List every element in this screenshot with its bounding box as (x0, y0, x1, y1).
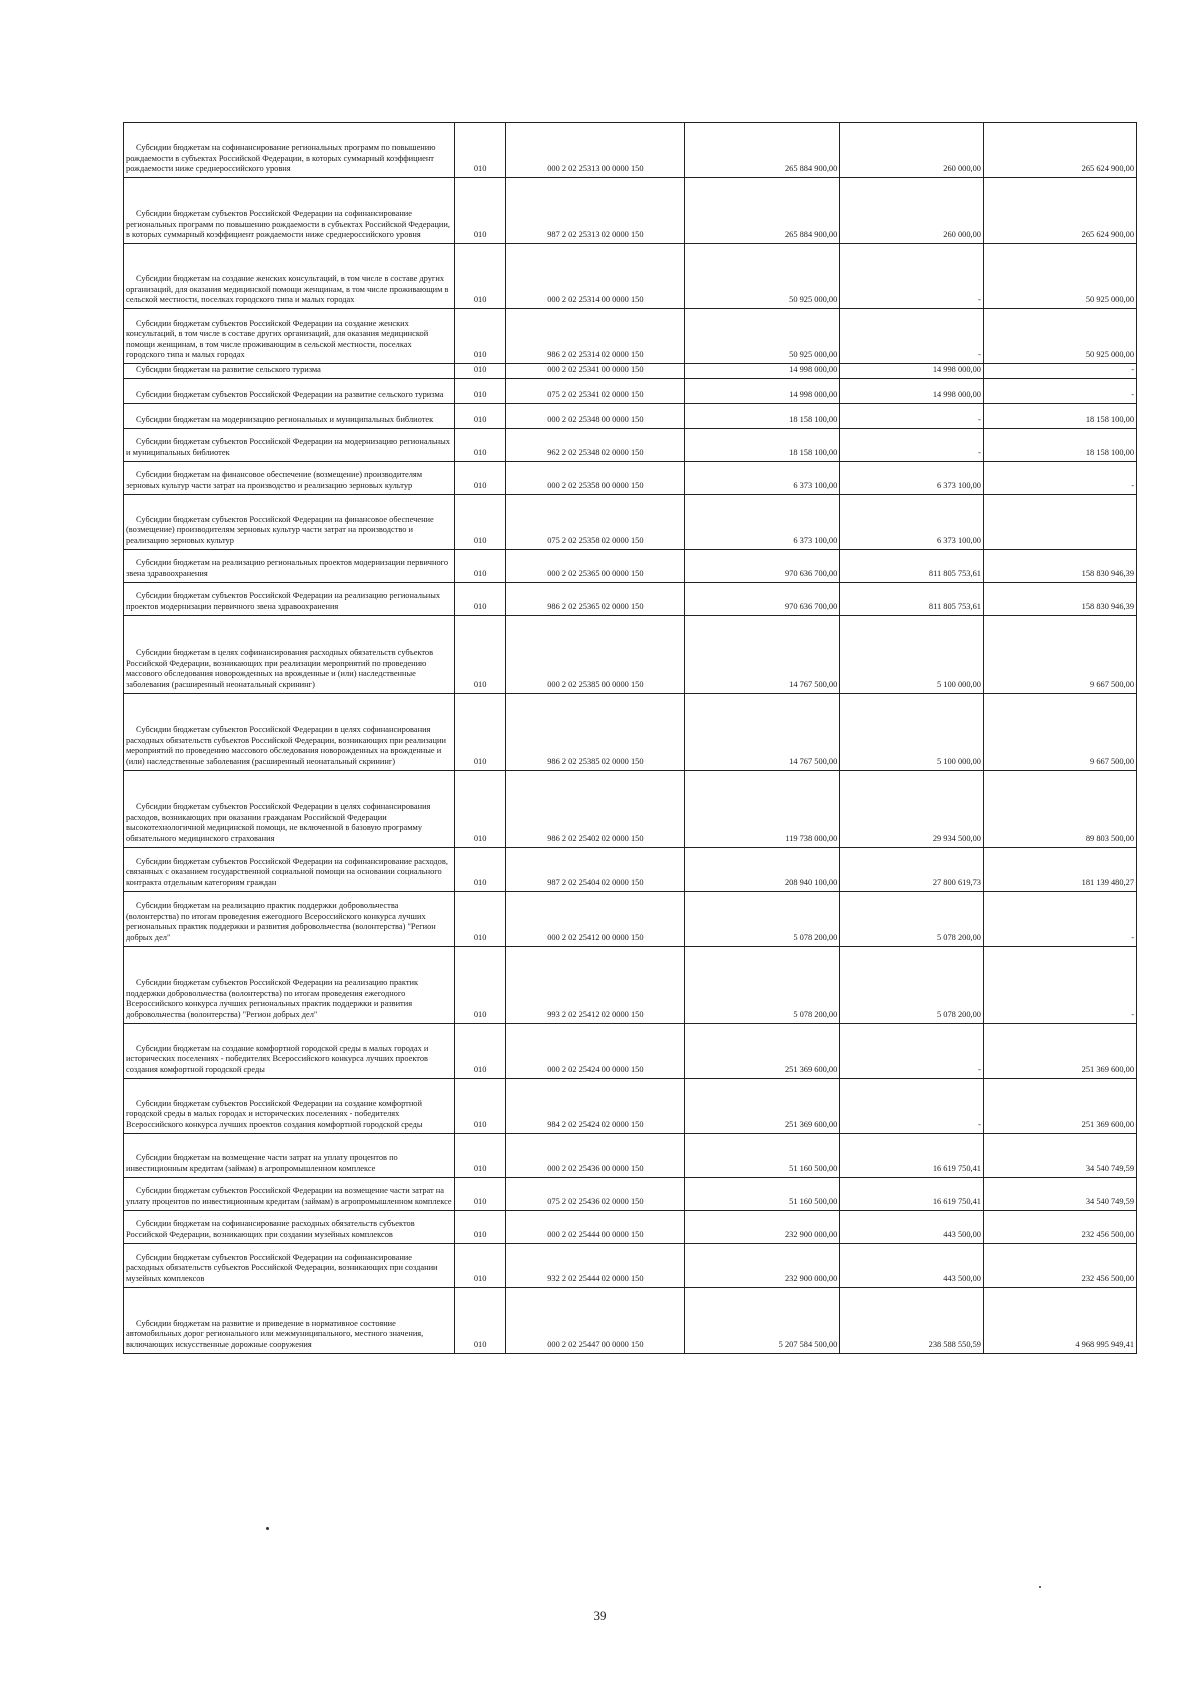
row-amount-cell: 5 207 584 500,00 (685, 1287, 840, 1353)
table-row (124, 1023, 1137, 1078)
row-classification-code-cell: 986 2 02 25314 02 0000 150 (506, 309, 685, 364)
row-name-cell: Субсидии бюджетам на развитие сельского туризма (124, 364, 455, 379)
row-remaining-cell: 158 830 946,39 (983, 582, 1136, 615)
row-executed-cell: 14 998 000,00 (840, 364, 984, 379)
row-amount-cell: 50 925 000,00 (685, 309, 840, 364)
row-name-cell: Субсидии бюджетам субъектов Российской Федерации на создание женских консультаций, в том числе в составе других организаций, для оказания медицинской помощи женщинам, в том числе проживающим в сельской местности, поселках городского типа и малых городах (124, 309, 455, 364)
row-remaining-cell: 34 540 749,59 (983, 1177, 1136, 1210)
row-remaining-cell: - (983, 891, 1136, 946)
row-classification-code-cell: 000 2 02 25365 00 0000 150 (506, 549, 685, 582)
row-classification-code-cell: 000 2 02 25358 00 0000 150 (506, 461, 685, 494)
row-remaining-cell: 50 925 000,00 (983, 309, 1136, 364)
row-amount-cell: 14 998 000,00 (685, 364, 840, 379)
row-code-cell: 010 (454, 1023, 506, 1078)
row-code-cell: 010 (454, 403, 506, 428)
table-row (124, 428, 1137, 461)
row-executed-cell: 811 805 753,61 (840, 549, 984, 582)
row-remaining-cell: 251 369 600,00 (983, 1078, 1136, 1133)
table-row (124, 770, 1137, 847)
row-remaining-cell: 232 456 500,00 (983, 1243, 1136, 1287)
row-amount-cell: 232 900 000,00 (685, 1243, 840, 1287)
row-executed-cell: 811 805 753,61 (840, 582, 984, 615)
table-row (124, 847, 1137, 891)
row-executed-cell: 14 998 000,00 (840, 378, 984, 403)
row-executed-cell: 260 000,00 (840, 123, 984, 178)
row-remaining-cell: 232 456 500,00 (983, 1210, 1136, 1243)
row-remaining-cell: - (983, 364, 1136, 379)
table-row (124, 364, 1137, 379)
row-code-cell: 010 (454, 494, 506, 549)
row-executed-cell: 29 934 500,00 (840, 770, 984, 847)
row-amount-cell: 51 160 500,00 (685, 1133, 840, 1177)
row-executed-cell: 5 100 000,00 (840, 693, 984, 770)
row-remaining-cell: - (983, 378, 1136, 403)
row-name-cell: Субсидии бюджетам субъектов Российской Федерации на развитие сельского туризма (124, 378, 455, 403)
row-executed-cell: 238 588 550,59 (840, 1287, 984, 1353)
table-row (124, 1177, 1137, 1210)
row-executed-cell: 27 800 619,73 (840, 847, 984, 891)
table-row (124, 549, 1137, 582)
table-row (124, 1210, 1137, 1243)
row-name-cell: Субсидии бюджетам на софинансирование расходных обязательств субъектов Российской Федерации, возникающих при создании музейных комплексов (124, 1210, 455, 1243)
row-classification-code-cell: 986 2 02 25365 02 0000 150 (506, 582, 685, 615)
table-row (124, 378, 1137, 403)
row-name-cell: Субсидии бюджетам субъектов Российской Федерации на возмещение части затрат на уплату процентов по инвестиционным кредитам (займам) в агропромышленном комплексе (124, 1177, 455, 1210)
row-amount-cell: 50 925 000,00 (685, 244, 840, 309)
row-executed-cell: - (840, 309, 984, 364)
table-row (124, 891, 1137, 946)
row-executed-cell: 6 373 100,00 (840, 494, 984, 549)
table-row (124, 1133, 1137, 1177)
row-name-cell: Субсидии бюджетам субъектов Российской Федерации в целях софинансирования расходов, возникающих при оказании гражданам Российской Федерации высокотехнологичной медицинской помощи, не включенной в базовую программу обязательного медицинского страхования (124, 770, 455, 847)
row-amount-cell: 119 738 000,00 (685, 770, 840, 847)
table-row (124, 582, 1137, 615)
row-executed-cell: 6 373 100,00 (840, 461, 984, 494)
row-name-cell: Субсидии бюджетам субъектов Российской Федерации в целях софинансирования расходных обязательств субъектов Российской Федерации, возникающих при реализации мероприятий по проведению массового обследования новорожденных на врожденные и (или) наследственные заболевания (расширенный неонатальный скрининг) (124, 693, 455, 770)
row-code-cell: 010 (454, 847, 506, 891)
row-code-cell: 010 (454, 615, 506, 693)
row-code-cell: 010 (454, 1243, 506, 1287)
row-classification-code-cell: 075 2 02 25341 02 0000 150 (506, 378, 685, 403)
table-row (124, 123, 1137, 178)
row-name-cell: Субсидии бюджетам на реализацию региональных проектов модернизации первичного звена здравоохранения (124, 549, 455, 582)
row-code-cell: 010 (454, 461, 506, 494)
row-code-cell: 010 (454, 1177, 506, 1210)
row-amount-cell: 251 369 600,00 (685, 1078, 840, 1133)
row-code-cell: 010 (454, 428, 506, 461)
table-row (124, 244, 1137, 309)
row-executed-cell: - (840, 403, 984, 428)
row-amount-cell: 51 160 500,00 (685, 1177, 840, 1210)
row-name-cell: Субсидии бюджетам субъектов Российской Федерации на софинансирование региональных программ по повышению рождаемости в субъектах Российской Федерации, в которых суммарный коэффициент рождаемости ниже среднероссийского уровня (124, 178, 455, 244)
row-remaining-cell: 50 925 000,00 (983, 244, 1136, 309)
row-name-cell: Субсидии бюджетам на возмещение части затрат на уплату процентов по инвестиционным кредитам (займам) в агропромышленном комплексе (124, 1133, 455, 1177)
row-classification-code-cell: 000 2 02 25412 00 0000 150 (506, 891, 685, 946)
row-code-cell: 010 (454, 549, 506, 582)
row-code-cell: 010 (454, 1287, 506, 1353)
row-remaining-cell: 18 158 100,00 (983, 428, 1136, 461)
row-classification-code-cell: 000 2 02 25314 00 0000 150 (506, 244, 685, 309)
row-amount-cell: 208 940 100,00 (685, 847, 840, 891)
row-remaining-cell: - (983, 946, 1136, 1023)
table-row (124, 615, 1137, 693)
row-classification-code-cell: 000 2 02 25447 00 0000 150 (506, 1287, 685, 1353)
row-code-cell: 010 (454, 123, 506, 178)
row-code-cell: 010 (454, 309, 506, 364)
row-name-cell: Субсидии бюджетам на развитие и приведение в нормативное состояние автомобильных дорог регионального или межмуниципального, местного значения, включающих искусственные дорожные сооружения (124, 1287, 455, 1353)
row-remaining-cell: 265 624 900,00 (983, 123, 1136, 178)
row-name-cell: Субсидии бюджетам на создание женских консультаций, в том числе в составе других организаций, для оказания медицинской помощи женщинам, в том числе проживающим в сельской местности, поселках городского типа и малых городах (124, 244, 455, 309)
row-code-cell: 010 (454, 1133, 506, 1177)
row-code-cell: 010 (454, 770, 506, 847)
table-row (124, 403, 1137, 428)
row-name-cell: Субсидии бюджетам субъектов Российской Федерации на реализацию практик поддержки добровольчества (волонтерства) по итогам проведения ежегодного Всероссийского конкурса лучших региональных практик поддержки и развития добровольчества (волонтерства) "Регион добрых дел" (124, 946, 455, 1023)
row-code-cell: 010 (454, 946, 506, 1023)
row-amount-cell: 14 767 500,00 (685, 693, 840, 770)
row-executed-cell: 16 619 750,41 (840, 1177, 984, 1210)
row-amount-cell: 5 078 200,00 (685, 891, 840, 946)
row-classification-code-cell: 984 2 02 25424 02 0000 150 (506, 1078, 685, 1133)
row-remaining-cell: 34 540 749,59 (983, 1133, 1136, 1177)
row-name-cell: Субсидии бюджетам субъектов Российской Федерации на создание комфортной городской среды в малых городах и исторических поселениях - победителях Всероссийского конкурса лучших проектов создания комфортной городской среды (124, 1078, 455, 1133)
row-amount-cell: 265 884 900,00 (685, 178, 840, 244)
row-code-cell: 010 (454, 364, 506, 379)
row-code-cell: 010 (454, 1210, 506, 1243)
budget-table (123, 122, 1137, 1354)
scan-speck (1039, 1586, 1041, 1588)
row-executed-cell: 5 100 000,00 (840, 615, 984, 693)
row-executed-cell: - (840, 244, 984, 309)
row-classification-code-cell: 000 2 02 25385 00 0000 150 (506, 615, 685, 693)
table-row (124, 1287, 1137, 1353)
row-classification-code-cell: 987 2 02 25313 02 0000 150 (506, 178, 685, 244)
row-classification-code-cell: 000 2 02 25444 00 0000 150 (506, 1210, 685, 1243)
row-code-cell: 010 (454, 582, 506, 615)
row-classification-code-cell: 075 2 02 25436 02 0000 150 (506, 1177, 685, 1210)
row-code-cell: 010 (454, 891, 506, 946)
row-remaining-cell: 9 667 500,00 (983, 615, 1136, 693)
row-code-cell: 010 (454, 1078, 506, 1133)
row-amount-cell: 14 767 500,00 (685, 615, 840, 693)
row-classification-code-cell: 075 2 02 25358 02 0000 150 (506, 494, 685, 549)
row-amount-cell: 251 369 600,00 (685, 1023, 840, 1078)
row-amount-cell: 970 636 700,00 (685, 582, 840, 615)
row-amount-cell: 970 636 700,00 (685, 549, 840, 582)
row-amount-cell: 232 900 000,00 (685, 1210, 840, 1243)
table-row (124, 1078, 1137, 1133)
row-name-cell: Субсидии бюджетам субъектов Российской Федерации на софинансирование расходов, связанных с оказанием государственной социальной помощи на основании социального контракта отдельным категориям граждан (124, 847, 455, 891)
row-remaining-cell: 9 667 500,00 (983, 693, 1136, 770)
row-amount-cell: 18 158 100,00 (685, 428, 840, 461)
row-classification-code-cell: 000 2 02 25341 00 0000 150 (506, 364, 685, 379)
row-code-cell: 010 (454, 693, 506, 770)
budget-table-body (124, 123, 1137, 1354)
table-row (124, 461, 1137, 494)
row-remaining-cell: 251 369 600,00 (983, 1023, 1136, 1078)
row-executed-cell: - (840, 428, 984, 461)
row-classification-code-cell: 987 2 02 25404 02 0000 150 (506, 847, 685, 891)
row-name-cell: Субсидии бюджетам субъектов Российской Федерации на модернизацию региональных и муниципальных библиотек (124, 428, 455, 461)
row-code-cell: 010 (454, 244, 506, 309)
row-executed-cell: - (840, 1023, 984, 1078)
row-executed-cell: 443 500,00 (840, 1243, 984, 1287)
row-executed-cell: 5 078 200,00 (840, 891, 984, 946)
row-name-cell: Субсидии бюджетам субъектов Российской Федерации на финансовое обеспечение (возмещение) производителям зерновых культур части затрат на производство и реализацию зерновых культур (124, 494, 455, 549)
row-remaining-cell: 158 830 946,39 (983, 549, 1136, 582)
row-name-cell: Субсидии бюджетам на модернизацию региональных и муниципальных библиотек (124, 403, 455, 428)
row-amount-cell: 6 373 100,00 (685, 494, 840, 549)
row-name-cell: Субсидии бюджетам на софинансирование региональных программ по повышению рождаемости в субъектах Российской Федерации, в которых суммарный коэффициент рождаемости ниже среднероссийского уровня (124, 123, 455, 178)
row-remaining-cell (983, 494, 1136, 549)
row-remaining-cell: 89 803 500,00 (983, 770, 1136, 847)
row-classification-code-cell: 993 2 02 25412 02 0000 150 (506, 946, 685, 1023)
row-name-cell: Субсидии бюджетам субъектов Российской Федерации на реализацию региональных проектов модернизации первичного звена здравоохранения (124, 582, 455, 615)
table-row (124, 178, 1137, 244)
row-name-cell: Субсидии бюджетам на создание комфортной городской среды в малых городах и исторических поселениях - победителях Всероссийского конкурса лучших проектов создания комфортной городской среды (124, 1023, 455, 1078)
row-classification-code-cell: 000 2 02 25313 00 0000 150 (506, 123, 685, 178)
row-amount-cell: 6 373 100,00 (685, 461, 840, 494)
row-executed-cell: 443 500,00 (840, 1210, 984, 1243)
row-amount-cell: 5 078 200,00 (685, 946, 840, 1023)
table-row (124, 309, 1137, 364)
table-row (124, 693, 1137, 770)
row-classification-code-cell: 962 2 02 25348 02 0000 150 (506, 428, 685, 461)
row-amount-cell: 18 158 100,00 (685, 403, 840, 428)
row-remaining-cell: 181 139 480,27 (983, 847, 1136, 891)
table-row (124, 1243, 1137, 1287)
row-classification-code-cell: 000 2 02 25424 00 0000 150 (506, 1023, 685, 1078)
row-classification-code-cell: 986 2 02 25385 02 0000 150 (506, 693, 685, 770)
row-amount-cell: 265 884 900,00 (685, 123, 840, 178)
row-code-cell: 010 (454, 178, 506, 244)
row-code-cell: 010 (454, 378, 506, 403)
table-row (124, 494, 1137, 549)
page-number: 39 (593, 1608, 607, 1623)
row-remaining-cell: 18 158 100,00 (983, 403, 1136, 428)
row-executed-cell: - (840, 1078, 984, 1133)
row-executed-cell: 16 619 750,41 (840, 1133, 984, 1177)
row-name-cell: Субсидии бюджетам на реализацию практик поддержки добровольчества (волонтерства) по итогам проведения ежегодного Всероссийского конкурса лучших региональных практик поддержки и развития добровольчества (волонтерства) "Регион добрых дел" (124, 891, 455, 946)
row-executed-cell: 260 000,00 (840, 178, 984, 244)
scan-speck (266, 1527, 269, 1530)
row-classification-code-cell: 000 2 02 25348 00 0000 150 (506, 403, 685, 428)
table-row (124, 946, 1137, 1023)
row-name-cell: Субсидии бюджетам в целях софинансирования расходных обязательств субъектов Российской Федерации, возникающих при реализации мероприятий по проведению массового обследования новорожденных на врожденные и (или) наследственные заболевания (расширенный неонатальный скрининг) (124, 615, 455, 693)
row-classification-code-cell: 932 2 02 25444 02 0000 150 (506, 1243, 685, 1287)
budget-sheet (123, 122, 1137, 1354)
row-remaining-cell: 4 968 995 949,41 (983, 1287, 1136, 1353)
row-name-cell: Субсидии бюджетам субъектов Российской Федерации на софинансирование расходных обязательств субъектов Российской Федерации, возникающих при создании музейных комплексов (124, 1243, 455, 1287)
row-executed-cell: 5 078 200,00 (840, 946, 984, 1023)
row-remaining-cell: 265 624 900,00 (983, 178, 1136, 244)
row-name-cell: Субсидии бюджетам на финансовое обеспечение (возмещение) производителям зерновых культур части затрат на производство и реализацию зерновых культур (124, 461, 455, 494)
row-classification-code-cell: 000 2 02 25436 00 0000 150 (506, 1133, 685, 1177)
row-classification-code-cell: 986 2 02 25402 02 0000 150 (506, 770, 685, 847)
row-remaining-cell: - (983, 461, 1136, 494)
row-amount-cell: 14 998 000,00 (685, 378, 840, 403)
